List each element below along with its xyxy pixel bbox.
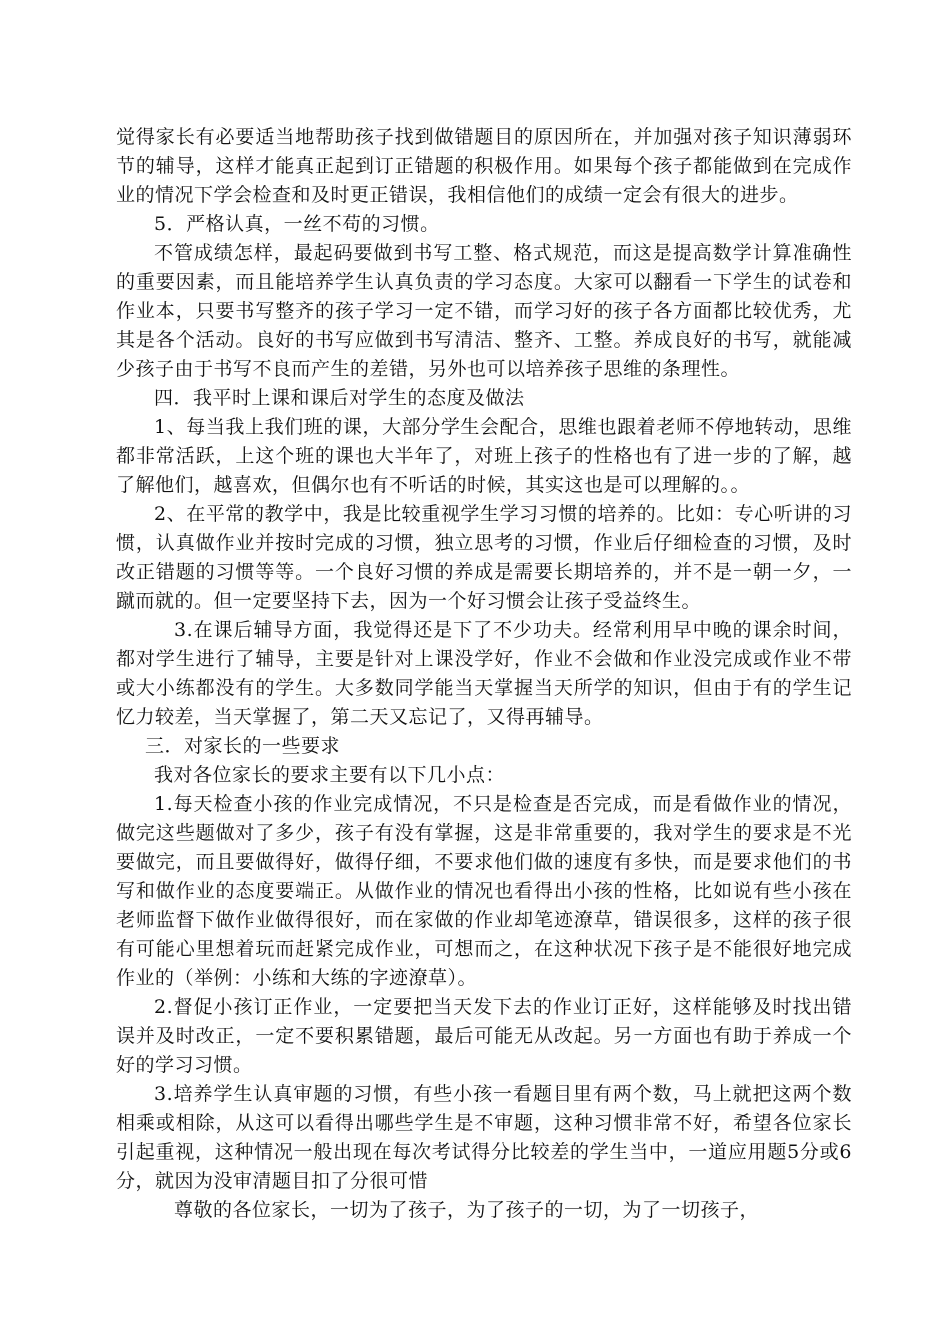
heading-section-four: 四．我平时上课和课后对学生的态度及做法 <box>154 387 525 409</box>
paragraph-requirement-3: 3.培养学生认真审题的习惯，有些小孩一看题目里有两个数，马上就把这两个数相乘或相除，从这可以看得出哪些学生是不审题，这种习惯非常不好，希望各位家长引起重视，这种情况一般出现在每次考试得分比较差的学生当中，一道应用题5分或6分，就因为没审清题目扣了分很可惜 <box>116 1083 852 1192</box>
heading-section-three: 三．对家长的一些要求 <box>145 735 341 757</box>
paragraph-requirement-2: 2.督促小孩订正作业，一定要把当天发下去的作业订正好，这样能够及时找出错误并及时改正，一定不要积累错题，最后可能无从改起。另一方面也有助于养成一个好的学习习惯。 <box>116 996 852 1076</box>
paragraph-class-attitude: 1、每当我上我们班的课，大部分学生会配合，思维也跟着老师不停地转动，思维都非常活跃，上这个班的课也大半年了，对班上孩子的性格也有了进一步的了解，越了解他们，越喜欢，但偶尔也有不听话的时候，其实这也是可以理解的。。 <box>116 416 852 496</box>
paragraph-neat-writing: 不管成绩怎样，最起码要做到书写工整、格式规范，而这是提高数学计算准确性的重要因素，而且能培养学生认真负责的学习态度。大家可以翻看一下学生的试卷和作业本，只要书写整齐的孩子学习一定不错，而学习好的孩子各方面都比较优秀，尤其是各个活动。良好的书写应做到书写清洁、整齐、工整。养成良好的书写，就能减少孩子由于书写不良而产生的差错，另外也可以培养孩子思维的条理性。 <box>116 242 852 380</box>
paragraph-requirements-intro: 我对各位家长的要求主要有以下几小点： <box>154 764 506 786</box>
document-page <box>116 123 852 1225</box>
heading-strict-habit: 5．严格认真，一丝不苟的习惯。 <box>154 213 440 235</box>
paragraph-study-habits: 2、在平常的教学中，我是比较重视学生学习习惯的培养的。比如：专心听讲的习惯，认真做作业并按时完成的习惯，独立思考的习惯，作业后仔细检查的习惯，及时改正错题的习惯等等。一个良好习惯的养成是需要长期培养的，并不是一朝一夕，一蹴而就的。但一定要坚持下去，因为一个好习惯会让孩子受益终生。 <box>116 503 852 612</box>
paragraph-error-correction: 觉得家长有必要适当地帮助孩子找到做错题目的原因所在，并加强对孩子知识薄弱环节的辅导，这样才能真正起到订正错题的积极作用。如果每个孩子都能做到在完成作业的情况下学会检查和及时更正错误，我相信他们的成绩一定会有很大的进步。 <box>116 126 852 206</box>
paragraph-closing: 尊敬的各位家长，一切为了孩子，为了孩子的一切，为了一切孩子， <box>174 1199 760 1221</box>
paragraph-requirement-1: 1.每天检查小孩的作业完成情况，不只是检查是否完成，而是看做作业的情况，做完这些题做对了多少，孩子有没有掌握，这是非常重要的，我对学生的要求是不光要做完，而且要做得好，做得仔细，不要求他们做的速度有多快，而是要求他们的书写和做作业的态度要端正。从做作业的情况也看得出小孩的性格，比如说有些小孩在老师监督下做作业做得很好，而在家做的作业却笔迹潦草，错误很多，这样的孩子很有可能心里想着玩而赶紧完成作业，可想而之，在这种状况下孩子是不能很好地完成作业的（举例：小练和大练的字迹潦草）。 <box>116 793 852 989</box>
paragraph-after-class-tutoring: 3.在课后辅导方面，我觉得还是下了不少功夫。经常利用早中晚的课余时间，都对学生进行了辅导，主要是针对上课没学好，作业不会做和作业没完成或作业不带或大小练都没有的学生。大多数同学能当天掌握当天所学的知识，但由于有的学生记忆力较差，当天掌握了，第二天又忘记了，又得再辅导。 <box>116 619 852 728</box>
